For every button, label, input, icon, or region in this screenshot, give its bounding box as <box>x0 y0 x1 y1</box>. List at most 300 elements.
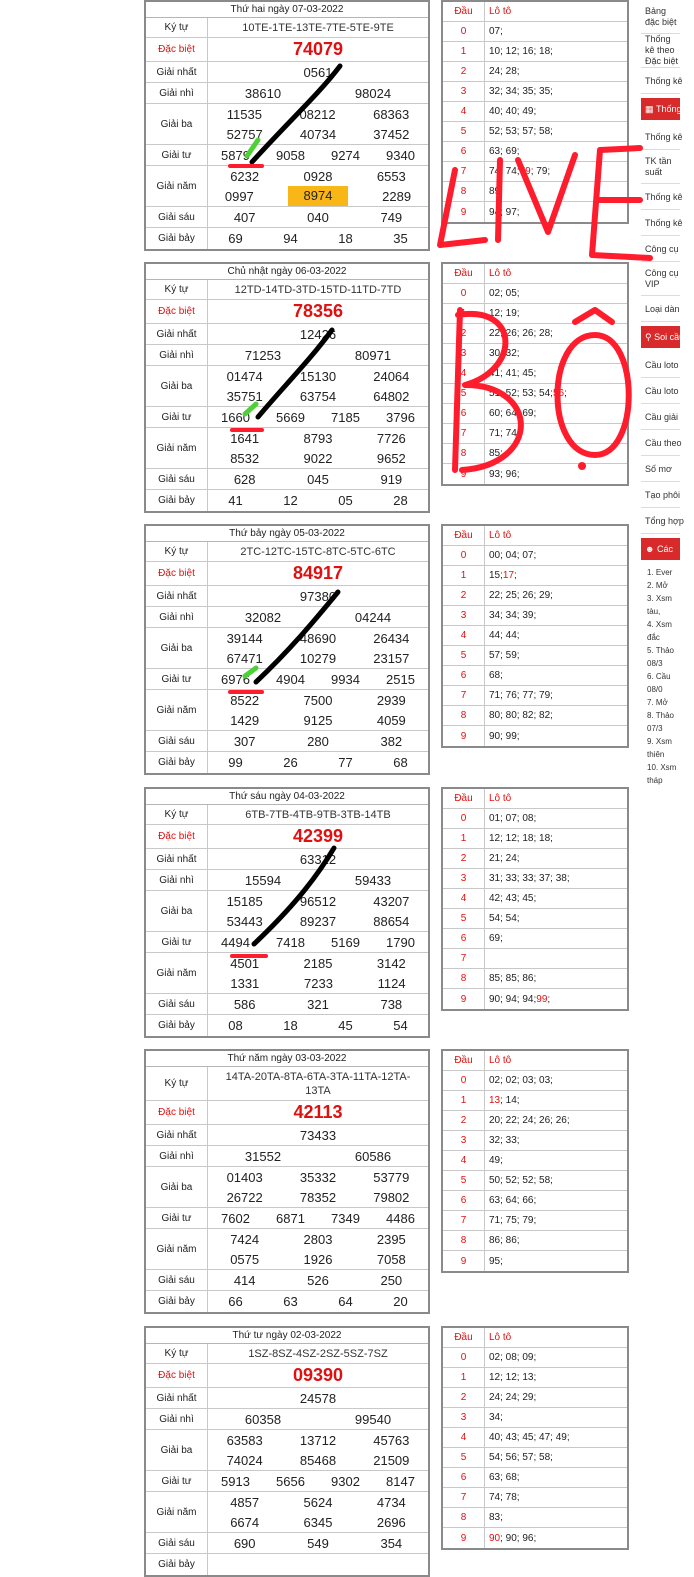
news-item[interactable]: 2. Mở <box>647 581 668 590</box>
loto-value: 49; <box>489 1155 503 1166</box>
loto-row <box>443 809 627 829</box>
prize-number: 690 <box>233 1535 256 1551</box>
prize-number: 26434 <box>373 630 410 646</box>
loto-head-digit: 6 <box>443 142 485 161</box>
result-row <box>146 407 428 428</box>
loto-value: 41; 41; 45; <box>489 368 537 379</box>
prize-label: Giải bảy <box>146 490 208 511</box>
loto-head-digit: 3 <box>443 1408 485 1427</box>
loto-values <box>485 1131 627 1150</box>
result-row <box>146 1291 428 1312</box>
result-row <box>146 690 428 731</box>
loto-head-digit: 0 <box>443 284 485 303</box>
prize-label: Giải bảy <box>146 752 208 773</box>
loto-value: 32; 34; 35; 35; <box>489 86 553 97</box>
prize-values <box>208 825 428 848</box>
prize-label: Đặc biệt <box>146 38 208 61</box>
news-item[interactable]: thiên <box>647 750 665 759</box>
prize-label: Giải ba <box>146 366 208 406</box>
prize-values <box>208 83 428 103</box>
value-line <box>208 669 428 689</box>
prize-number: 407 <box>233 209 256 225</box>
result-row <box>146 752 428 773</box>
loto-values <box>485 122 627 141</box>
loto-row <box>443 1131 627 1151</box>
value-line <box>208 1344 428 1363</box>
loto-row <box>443 726 627 746</box>
loto-value: 60; 64; 69; <box>489 408 537 419</box>
loto-values <box>485 1251 627 1271</box>
loto-head-digit: 1 <box>443 42 485 61</box>
prize-values <box>208 586 428 606</box>
prize-number: 12 <box>283 493 298 508</box>
sidebar-link[interactable]: Cầu giải <box>641 404 680 430</box>
result-row <box>146 145 428 166</box>
value-line <box>208 911 428 931</box>
prize-number: 749 <box>380 209 403 225</box>
prize-number: 78352 <box>299 1189 337 1205</box>
loto-row <box>443 1231 627 1251</box>
prize-number: 08212 <box>299 106 336 122</box>
value-line <box>208 1208 428 1228</box>
value-line <box>208 1554 428 1575</box>
prize-number: 01474 <box>226 368 263 384</box>
loto-row <box>443 304 627 324</box>
news-item[interactable]: 9. Xsm <box>647 737 672 746</box>
result-table <box>144 0 430 251</box>
prize-label: Ký tự <box>146 18 208 37</box>
result-row <box>146 300 428 324</box>
prize-values <box>208 607 428 627</box>
loto-values <box>485 404 627 423</box>
loto-values <box>485 969 627 988</box>
prize-number: 9652 <box>376 450 406 466</box>
loto-head-digit: 6 <box>443 1468 485 1487</box>
sidebar-link[interactable]: Tạo phôi <box>641 482 680 508</box>
value-line <box>208 1533 428 1553</box>
loto-values <box>485 444 627 463</box>
sidebar-link[interactable]: Cầu theo <box>641 430 680 456</box>
sidebar-link[interactable]: TK tần suất <box>641 150 680 184</box>
news-item[interactable]: 08/3 <box>647 659 663 668</box>
result-row <box>146 324 428 345</box>
loto-row <box>443 586 627 606</box>
loto-row <box>443 1388 627 1408</box>
loto-value: 90; 99; <box>489 730 520 742</box>
loto-row <box>443 1468 627 1488</box>
loto-table <box>441 1049 629 1273</box>
loto-values <box>485 1091 627 1110</box>
loto-values <box>485 1368 627 1387</box>
loto-value: 21; 24; <box>489 853 520 864</box>
news-item[interactable]: 07/3 <box>647 724 663 733</box>
prize-number: 0575 <box>230 1251 260 1267</box>
result-row <box>146 1067 428 1101</box>
prize-number: 60586 <box>354 1148 392 1164</box>
prize-number: 10279 <box>299 650 337 666</box>
loto-values <box>485 666 627 685</box>
news-item[interactable]: 1. Ever <box>647 568 673 577</box>
prize-number: 5669 <box>276 409 305 425</box>
prize-label: Giải nhất <box>146 62 208 82</box>
loto-row <box>443 1191 627 1211</box>
loto-value: 31; 33; 33; 37; 38; <box>489 873 570 884</box>
loto-value: 20; 22; 24; 26; 26; <box>489 1115 570 1126</box>
loto-value: 40; 40; 49; <box>489 106 537 117</box>
sidebar-link[interactable]: Cầu loto <box>641 378 680 404</box>
loto-table <box>441 0 629 224</box>
sidebar-header-soicau[interactable]: ⚲ Soi cầu <box>641 326 680 348</box>
loto-row <box>443 404 627 424</box>
loto-head-digit: 8 <box>443 969 485 988</box>
prize-number: 68 <box>393 755 408 770</box>
loto-value: 89; <box>489 186 503 197</box>
prize-number: 35332 <box>299 1169 337 1185</box>
loto-value: 12; 19; <box>489 308 520 319</box>
value-line <box>208 145 428 165</box>
prize-label: Giải nhì <box>146 1146 208 1166</box>
prize-number: 12426 <box>299 326 337 342</box>
prize-values <box>208 752 428 773</box>
prize-label: Giải tư <box>146 932 208 952</box>
loto-row <box>443 1091 627 1111</box>
prize-number: 307 <box>233 733 256 749</box>
result-row <box>146 870 428 891</box>
prize-label: Giải ba <box>146 104 208 144</box>
prize-number: 63583 <box>226 1432 263 1448</box>
ky-tu-code: 1SZ-8SZ-4SZ-2SZ-5SZ-7SZ <box>248 1347 388 1360</box>
sidebar-link[interactable]: Thống kê theo Đặc biệt <box>641 34 680 68</box>
loto-head-digit: 9 <box>443 989 485 1009</box>
result-row <box>146 428 428 469</box>
result-row <box>146 228 428 249</box>
loto-row <box>443 989 627 1009</box>
loto-header-dau: Đầu <box>443 789 485 808</box>
prize-number: 5913 <box>221 1473 250 1489</box>
value-line <box>208 825 428 848</box>
value-line <box>208 562 428 585</box>
loto-values <box>485 1111 627 1130</box>
loto-value: 24; 28; <box>489 66 520 77</box>
right-sidebar <box>641 0 694 785</box>
loto-value: 15; <box>489 570 503 581</box>
prize-number: 9302 <box>331 1473 360 1489</box>
value-line <box>208 648 428 668</box>
prize-label: Giải năm <box>146 690 208 730</box>
loto-row <box>443 424 627 444</box>
value-line <box>208 407 428 427</box>
sidebar-link[interactable]: Thống kê <box>641 68 680 94</box>
news-item[interactable]: 4. Xsm <box>647 620 672 629</box>
loto-head-digit: 7 <box>443 949 485 968</box>
loto-row <box>443 162 627 182</box>
result-row <box>146 731 428 752</box>
loto-values <box>485 1408 627 1427</box>
result-date: Thứ hai ngày 07-03-2022 <box>146 2 428 18</box>
loto-value: 17 <box>502 570 515 581</box>
value-line <box>208 83 428 103</box>
loto-value: 99 <box>536 993 548 1005</box>
prize-number: 2939 <box>376 692 406 708</box>
value-line <box>208 324 428 344</box>
result-table <box>144 1049 430 1314</box>
result-row <box>146 805 428 825</box>
sidebar-link[interactable]: Tổng hợp <box>641 508 680 534</box>
loto-row <box>443 606 627 626</box>
loto-head-digit: 7 <box>443 1211 485 1230</box>
loto-head-digit: 4 <box>443 102 485 121</box>
loto-row <box>443 949 627 969</box>
prize-number: 1331 <box>230 975 260 991</box>
prize-number: 2696 <box>376 1514 406 1530</box>
loto-value: 74; 74; <box>489 166 520 177</box>
sidebar-link[interactable]: Số mơ <box>641 456 680 482</box>
prize-number: 9058 <box>276 147 305 163</box>
result-date: Thứ tư ngày 02-03-2022 <box>146 1328 428 1344</box>
loto-values <box>485 809 627 828</box>
loto-value: 30; 32; <box>489 348 520 359</box>
news-item[interactable]: 5. Thảo <box>647 646 674 655</box>
loto-head-digit: 8 <box>443 182 485 201</box>
loto-head-digit: 9 <box>443 464 485 484</box>
prize-number: 1641 <box>230 430 260 446</box>
sidebar-link[interactable]: Thống kê <box>641 184 680 210</box>
prize-number: 43207 <box>373 893 410 909</box>
news-item[interactable]: 10. Xsm <box>647 763 677 772</box>
loto-values <box>485 1348 627 1367</box>
loto-values <box>485 909 627 928</box>
loto-values <box>485 364 627 383</box>
prize-label: Đặc biệt <box>146 300 208 323</box>
prize-number: 38610 <box>244 85 282 101</box>
prize-number: 94 <box>283 231 298 246</box>
prize-number: 4904 <box>276 671 305 687</box>
value-line <box>208 953 428 973</box>
prize-number: 52757 <box>226 126 263 142</box>
loto-row <box>443 444 627 464</box>
prize-values <box>208 1409 428 1429</box>
prize-label: Giải năm <box>146 428 208 468</box>
prize-label: Giải năm <box>146 166 208 206</box>
value-line <box>208 386 428 406</box>
prize-number: 53779 <box>373 1169 410 1185</box>
prize-label: Giải bảy <box>146 1554 208 1575</box>
loto-row <box>443 22 627 42</box>
prize-label: Giải tư <box>146 407 208 427</box>
result-row <box>146 1471 428 1492</box>
prize-number: 73433 <box>299 1127 337 1143</box>
prize-label: Giải năm <box>146 1229 208 1269</box>
sidebar-header-news[interactable]: ☻ Các <box>641 538 680 560</box>
loto-value: 63; 69; <box>489 146 520 157</box>
loto-values <box>485 646 627 665</box>
news-item[interactable]: đắc <box>647 633 660 642</box>
prize-number: 7418 <box>276 934 305 950</box>
value-line <box>208 891 428 911</box>
prize-values <box>208 104 428 144</box>
sidebar-link[interactable]: Cầu loto <box>641 352 680 378</box>
prize-label: Giải bảy <box>146 228 208 249</box>
loto-values <box>485 849 627 868</box>
special-prize: 09390 <box>292 1365 344 1385</box>
prize-number: 99540 <box>354 1411 392 1427</box>
loto-value: 44; 44; <box>489 630 520 641</box>
prize-label: Giải nhì <box>146 345 208 365</box>
sidebar-link[interactable]: Thống kê <box>641 210 680 236</box>
prize-values <box>208 669 428 689</box>
prize-number: 7500 <box>303 692 333 708</box>
loto-row <box>443 909 627 929</box>
prize-number: 0561 <box>303 64 333 80</box>
loto-values <box>485 1468 627 1487</box>
news-item[interactable]: 8. Thảo <box>647 711 674 720</box>
value-line <box>208 280 428 299</box>
loto-value: 85; 85; 86; <box>489 973 537 984</box>
loto-value: 42; 43; 45; <box>489 893 537 904</box>
news-item[interactable]: 3. Xsm <box>647 594 672 603</box>
value-line <box>208 628 428 648</box>
loto-values <box>485 42 627 61</box>
prize-number: 7058 <box>376 1251 406 1267</box>
sidebar-link[interactable]: Loại dàn <box>641 296 680 322</box>
ky-tu-code: 12TD-14TD-3TD-15TD-11TD-7TD <box>234 283 402 296</box>
prize-label: Giải nhì <box>146 1409 208 1429</box>
result-row <box>146 953 428 994</box>
prize-label: Giải nhất <box>146 324 208 344</box>
prize-values <box>208 731 428 751</box>
sidebar-link[interactable]: Công cụ VIP <box>641 262 680 296</box>
loto-row <box>443 626 627 646</box>
news-item[interactable]: 7. Mở <box>647 698 668 707</box>
prize-values <box>208 145 428 165</box>
prize-number: 280 <box>307 733 329 749</box>
sidebar-link[interactable]: Thống kê <box>641 124 680 150</box>
loto-row <box>443 829 627 849</box>
result-row <box>146 1270 428 1291</box>
prize-values <box>208 490 428 511</box>
loto-header <box>443 789 627 809</box>
prize-values <box>208 953 428 993</box>
loto-value: 07; <box>489 26 503 37</box>
loto-head-digit: 4 <box>443 1428 485 1447</box>
prize-label: Đặc biệt <box>146 562 208 585</box>
users-icon: ☻ <box>645 544 657 554</box>
loto-row <box>443 646 627 666</box>
value-line <box>208 849 428 869</box>
loto-row <box>443 706 627 726</box>
news-item[interactable]: tàu, <box>647 607 661 616</box>
result-row <box>146 891 428 932</box>
prize-number: 99 <box>228 755 243 770</box>
prize-number: 6232 <box>230 168 260 184</box>
loto-header-loto: Lô tô <box>489 530 512 541</box>
loto-header-loto: Lô tô <box>489 6 512 17</box>
prize-number: 31552 <box>244 1148 282 1164</box>
prize-values <box>208 1364 428 1387</box>
news-list <box>641 564 680 787</box>
prize-number: 1660 <box>221 409 250 425</box>
loto-values <box>485 1171 627 1190</box>
result-row <box>146 1344 428 1364</box>
loto-value: ; 14; <box>500 1095 520 1106</box>
prize-number: 35751 <box>226 388 263 404</box>
value-line <box>208 542 428 561</box>
value-line <box>208 1187 428 1207</box>
prize-values <box>208 166 428 206</box>
prize-label: Giải nhì <box>146 870 208 890</box>
prize-number: 98024 <box>354 85 392 101</box>
prize-number: 7424 <box>230 1231 260 1247</box>
loto-head-digit: 8 <box>443 706 485 725</box>
value-line <box>208 710 428 730</box>
news-item[interactable]: 08/0 <box>647 685 663 694</box>
ky-tu-code: 14TA-20TA-8TA-6TA-3TA-11TA-12TA-13TA <box>225 1070 411 1097</box>
result-row <box>146 1229 428 1270</box>
loto-header <box>443 1328 627 1348</box>
prize-number: 15130 <box>299 368 337 384</box>
loto-header-dau: Đầu <box>443 1328 485 1347</box>
prize-number: 32082 <box>244 609 282 625</box>
loto-row <box>443 849 627 869</box>
prize-number: 59433 <box>354 872 392 888</box>
loto-values <box>485 22 627 41</box>
sidebar-header-stats[interactable]: ▦ Thống kê <box>641 98 680 120</box>
loto-values <box>485 929 627 948</box>
result-row <box>146 542 428 562</box>
result-row <box>146 562 428 586</box>
news-item[interactable]: tháp <box>647 776 663 785</box>
news-item[interactable]: 6. Cầu <box>647 672 671 681</box>
loto-head-digit: 5 <box>443 122 485 141</box>
prize-label: Giải sáu <box>146 994 208 1014</box>
prize-number: 9274 <box>331 147 360 163</box>
loto-values <box>485 344 627 363</box>
loto-row <box>443 42 627 62</box>
loto-value: 79 <box>519 166 531 177</box>
loto-head-digit: 5 <box>443 1171 485 1190</box>
prize-number: 54 <box>393 1018 408 1033</box>
prize-values <box>208 1167 428 1207</box>
loto-row <box>443 122 627 142</box>
loto-values <box>485 1211 627 1230</box>
sidebar-link[interactable]: Bảng đặc biệt <box>641 0 680 34</box>
prize-number: 414 <box>233 1272 256 1288</box>
value-line <box>208 166 428 186</box>
prize-number: 97380 <box>299 588 337 604</box>
prize-values <box>208 1270 428 1290</box>
loto-values <box>485 324 627 343</box>
prize-number: 28 <box>393 493 408 508</box>
result-table <box>144 262 430 513</box>
result-row <box>146 1208 428 1229</box>
loto-values <box>485 102 627 121</box>
loto-values <box>485 889 627 908</box>
prize-number: 45763 <box>373 1432 410 1448</box>
prize-values <box>208 1344 428 1363</box>
loto-value: 63; 64; 66; <box>489 1195 537 1206</box>
prize-number: 6871 <box>276 1210 305 1226</box>
sidebar-link[interactable]: Công cụ <box>641 236 680 262</box>
prize-values <box>208 1146 428 1166</box>
loto-row <box>443 344 627 364</box>
result-row <box>146 994 428 1015</box>
loto-table <box>441 787 629 1011</box>
prize-label: Giải tư <box>146 1208 208 1228</box>
value-line <box>208 186 428 206</box>
loto-value: 01; 07; 08; <box>489 813 537 824</box>
loto-head-digit: 0 <box>443 809 485 828</box>
prize-values <box>208 1388 428 1408</box>
